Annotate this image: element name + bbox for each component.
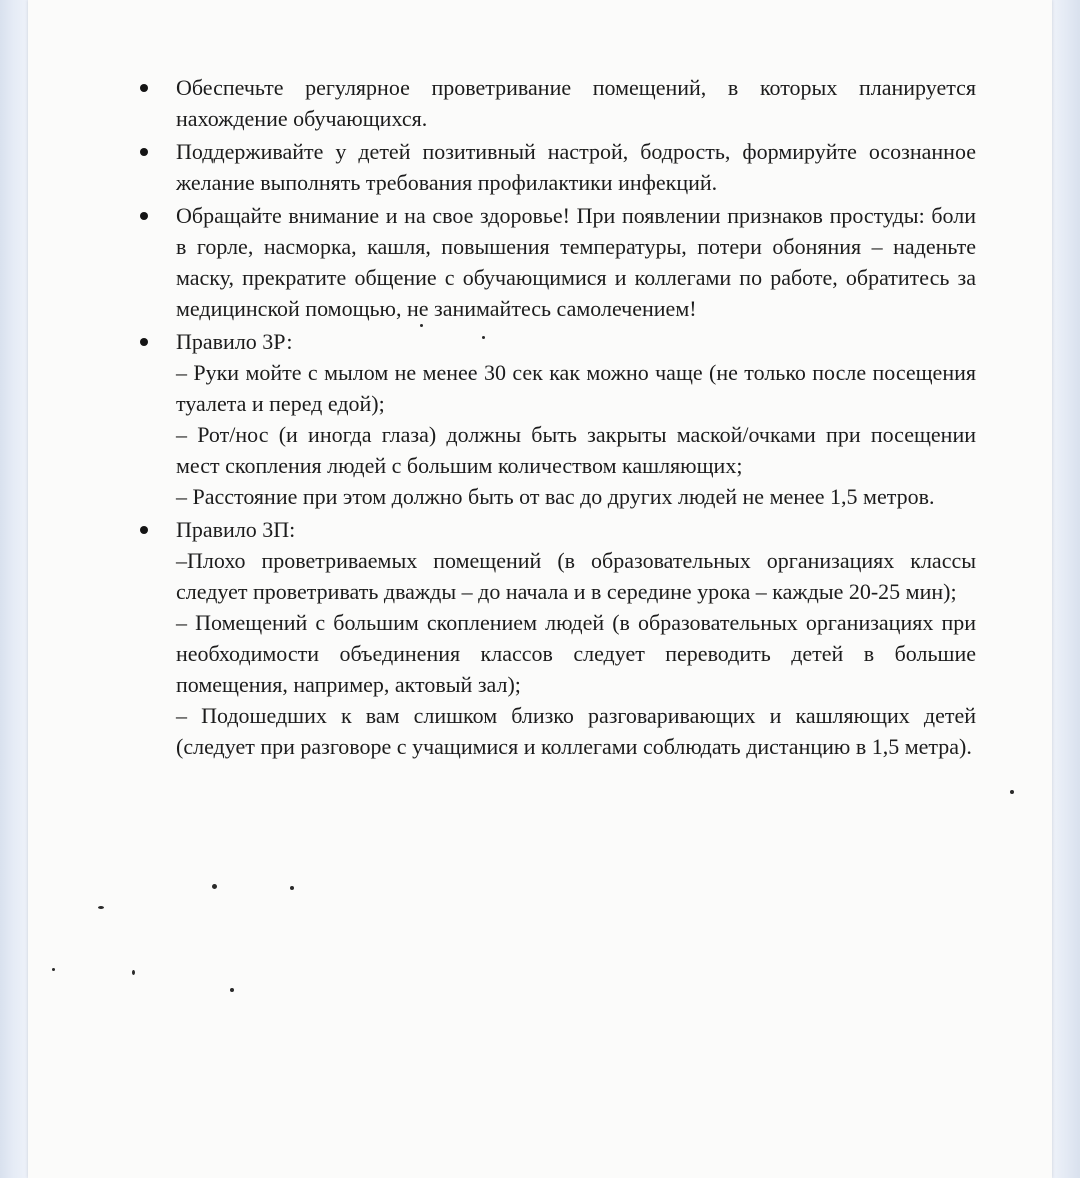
scan-speck [52,968,55,971]
scan-speck [482,336,485,339]
rule-subitem: – Подошедших к вам слишком близко разговаривающих и кашляющих детей (следует при разговоре с учащимися и коллегами соблюдать дистанцию в 1,5 метра). [176,703,976,759]
scan-speck [420,324,423,327]
recommendations-list [140,72,976,764]
bullet-icon [140,148,148,156]
scan-speck [132,970,135,975]
bullet-icon [140,212,148,220]
scan-speck [212,884,217,889]
scanned-page [28,0,1052,1178]
bullet-icon [140,526,148,534]
list-item-ventilation [140,72,976,134]
rule-subitem: –Плохо проветриваемых помещений (в образовательных организациях классы следует проветривать дважды – до начала и в середине урока – каждые 20-25 мин); [176,548,976,604]
list-item-positive-mood [140,136,976,198]
rule-subitem: – Расстояние при этом должно быть от вас до других людей не менее 1,5 метров. [176,484,935,509]
scan-speck [98,906,104,909]
rule-subitem: – Рот/нос (и иногда глаза) должны быть закрыты маской/очками при посещении мест скопления людей с большим количеством кашляющих; [176,422,976,478]
bullet-icon [140,338,148,346]
list-item-own-health [140,200,976,324]
rule-heading: Правило 3Р: [176,329,293,354]
list-item-text: Поддерживайте у детей позитивный настрой, бодрость, формируйте осознанное желание выполнять требования профилактики инфекций. [176,139,976,195]
bullet-icon [140,84,148,92]
scan-speck [290,886,294,890]
list-item-text: Обращайте внимание и на свое здоровье! При появлении признаков простуды: боли в горле, насморка, кашля, повышения температуры, потери обоняния – наденьте маску, прекратите общение с обучающимися и коллегами по работе, обратитесь за медицинской помощью, не занимайтесь самолечением! [176,203,976,321]
rule-heading: Правило 3П: [176,517,296,542]
scan-speck [230,988,234,992]
rule-subitem: – Помещений с большим скоплением людей (в образовательных организациях при необходимости объединения классов следует переводить детей в большие помещения, например, актовый зал); [176,610,976,697]
list-item-rule-3r [140,326,976,512]
list-item-text: Обеспечьте регулярное проветривание помещений, в которых планируется нахождение обучающихся. [176,75,976,131]
rule-subitem: – Руки мойте с мылом не менее 30 сек как можно чаще (не только после посещения туалета и перед едой); [176,360,976,416]
list-item-rule-3p [140,514,976,762]
scan-speck [1010,790,1014,794]
